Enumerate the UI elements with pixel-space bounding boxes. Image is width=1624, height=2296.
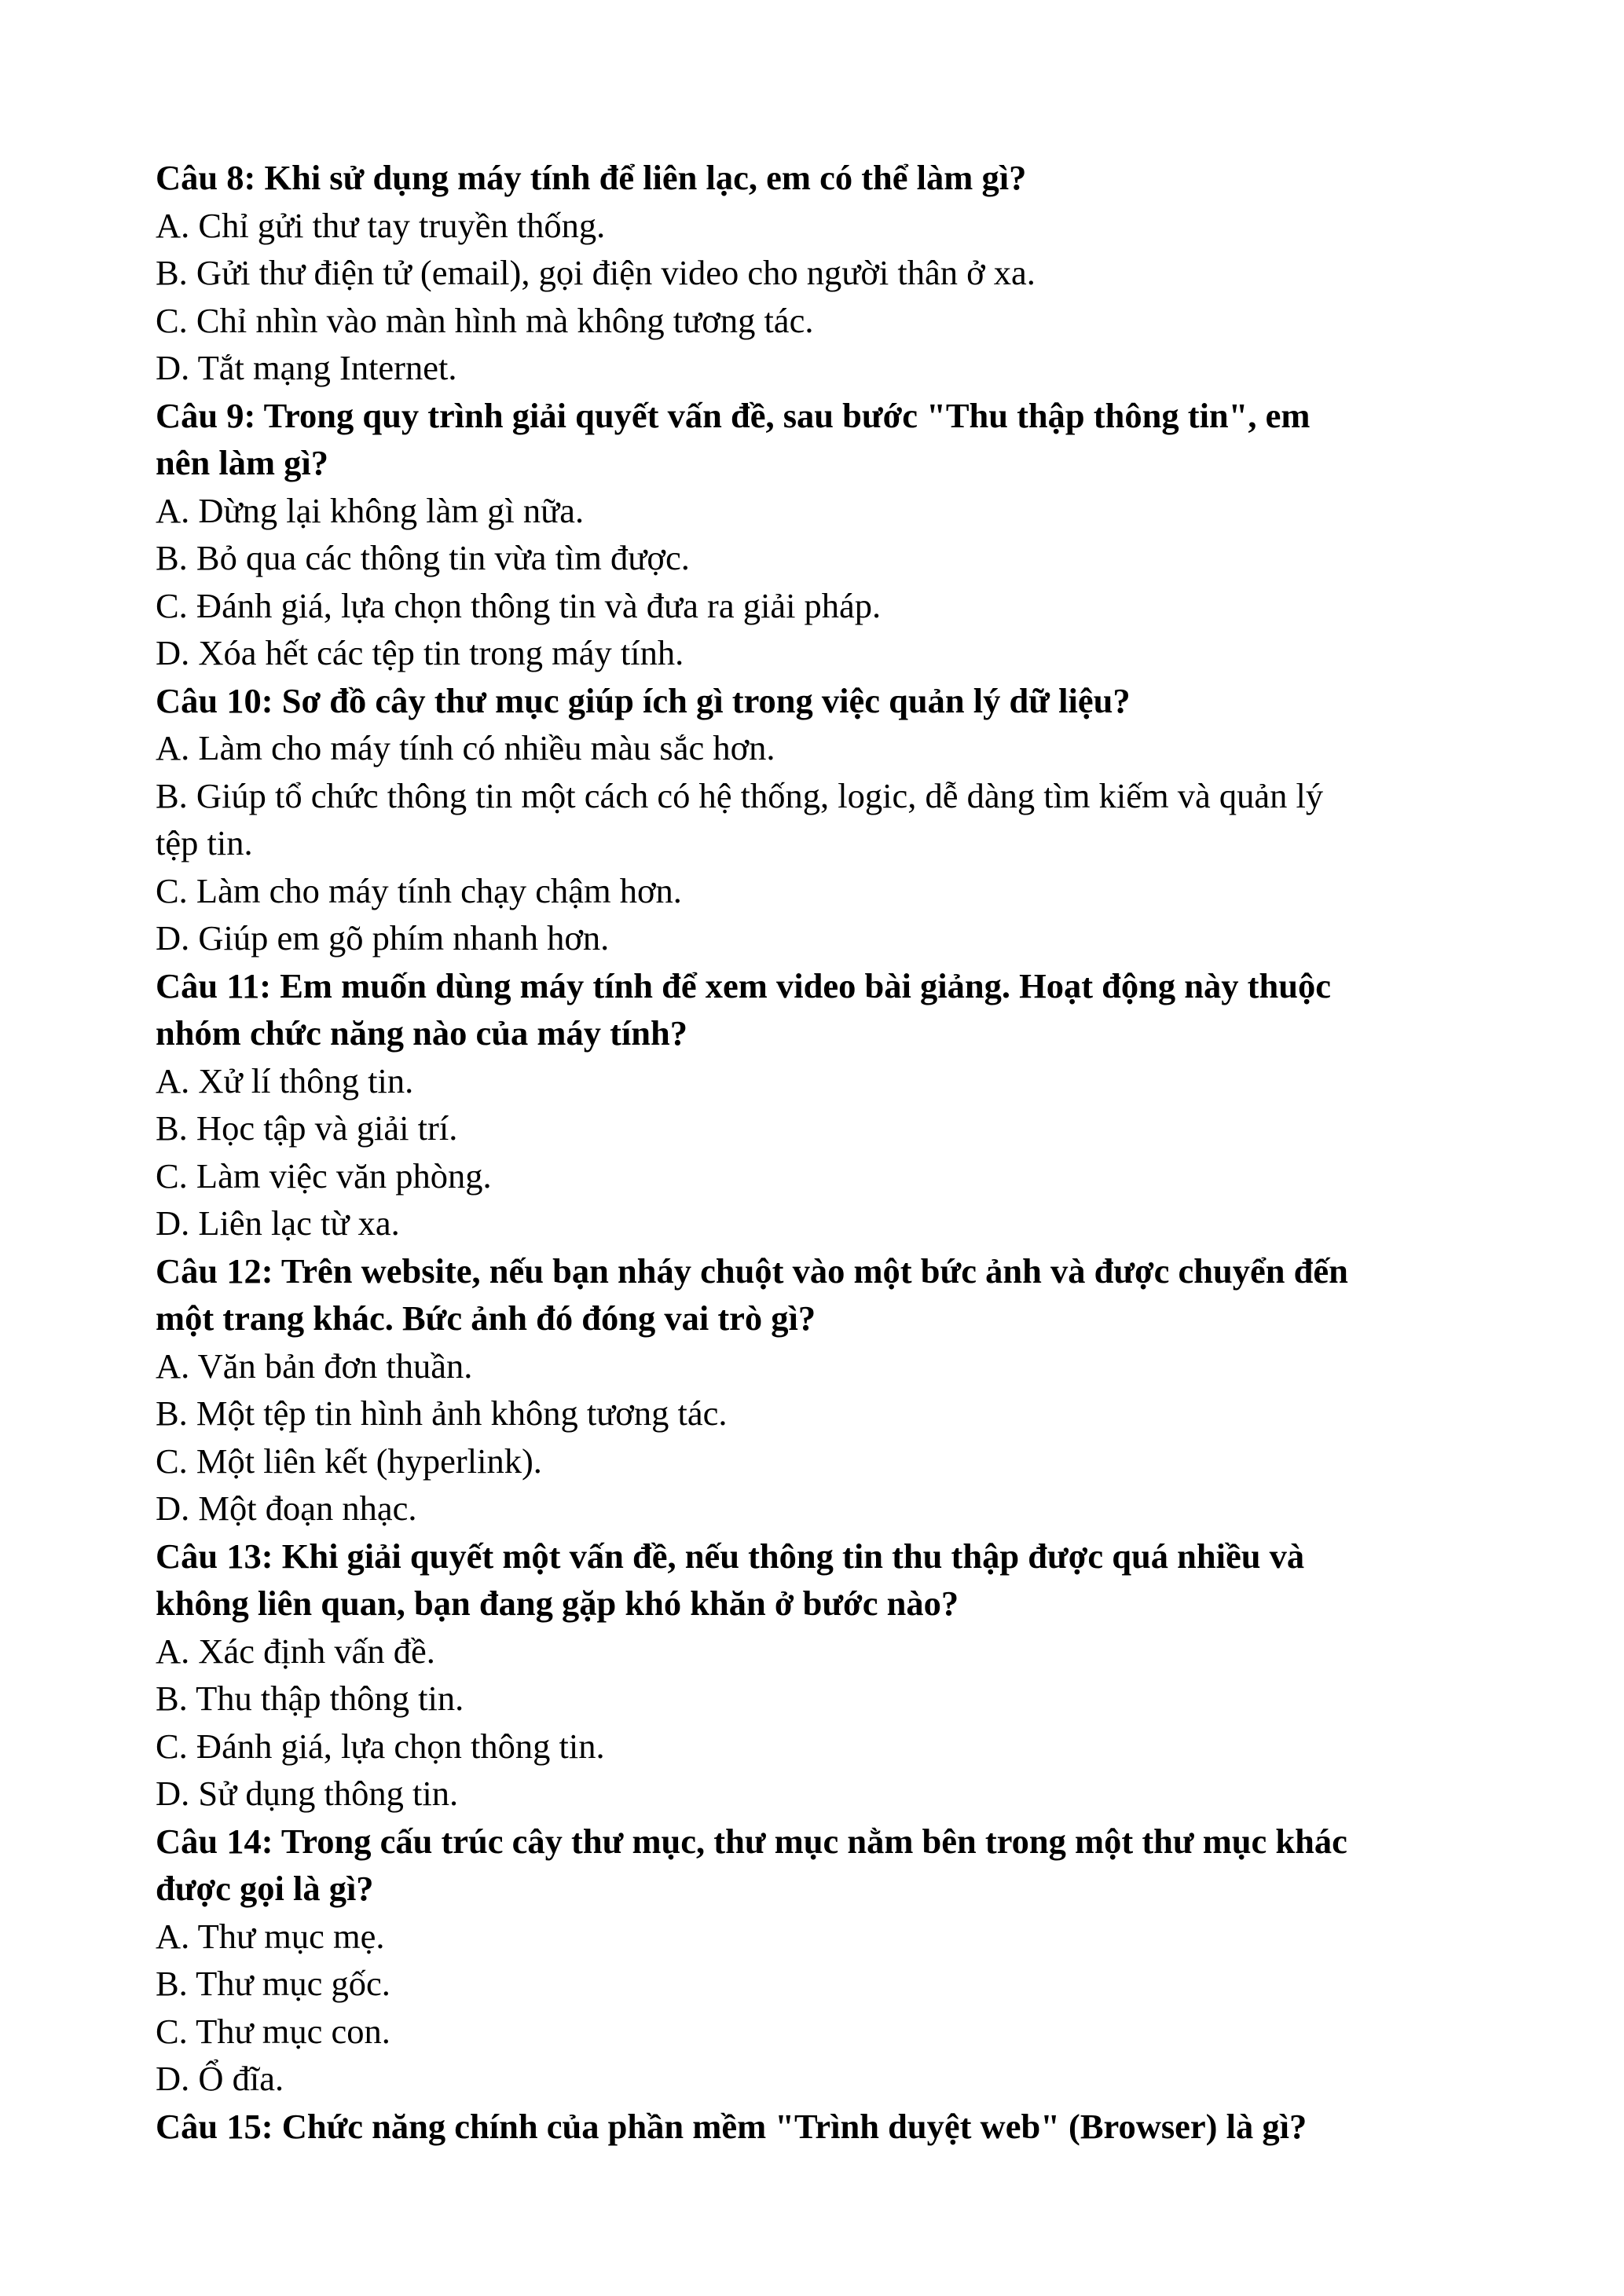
question-text-continued: một trang khác. Bức ảnh đó đóng vai trò gì?: [156, 1298, 816, 1338]
question-block: [156, 2103, 1491, 2151]
answer-option-b: B. Thư mục gốc.: [156, 1964, 390, 2003]
question-block: [156, 677, 1491, 962]
question-block: [156, 1247, 1491, 1532]
answer-option-c: C. Làm cho máy tính chạy chậm hơn.: [156, 870, 682, 910]
question-text-continued: nên làm gì?: [156, 443, 329, 482]
answer-option-d: D. Xóa hết các tệp tin trong máy tính.: [156, 633, 684, 672]
question-text-continued: được gọi là gì?: [156, 1869, 374, 1908]
answer-option-a: A. Làm cho máy tính có nhiều màu sắc hơn.: [156, 728, 775, 767]
question-block: [156, 154, 1491, 392]
answer-option-a: A. Văn bản đơn thuần.: [156, 1346, 473, 1386]
answer-option-a: A. Thư mục mẹ.: [156, 1916, 385, 1956]
question-text: Câu 13: Khi giải quyết một vấn đề, nếu thông tin thu thập được quá nhiều và: [156, 1536, 1305, 1576]
answer-option-c: C. Một liên kết (hyperlink).: [156, 1441, 542, 1481]
answer-option-a: A. Chỉ gửi thư tay truyền thống.: [156, 205, 606, 245]
answer-option-b: B. Bỏ qua các thông tin vừa tìm được.: [156, 538, 690, 577]
question-text: Câu 9: Trong quy trình giải quyết vấn đề, sau bước "Thu thập thông tin", em: [156, 395, 1311, 435]
answer-option-d: D. Một đoạn nhạc.: [156, 1489, 417, 1528]
document-page: [156, 154, 1491, 2150]
answer-option-c: C. Chỉ nhìn vào màn hình mà không tương tác.: [156, 300, 814, 340]
answer-option-d: D. Tắt mạng Internet.: [156, 348, 457, 387]
question-text: Câu 14: Trong cấu trúc cây thư mục, thư mục nằm bên trong một thư mục khác: [156, 1821, 1347, 1861]
question-block: [156, 392, 1491, 677]
answer-option-b: B. Một tệp tin hình ảnh không tương tác.: [156, 1393, 728, 1433]
answer-option-c: C. Đánh giá, lựa chọn thông tin.: [156, 1726, 605, 1766]
answer-option-d: D. Ổ đĩa.: [156, 2059, 284, 2098]
answer-option-c: C. Làm việc văn phòng.: [156, 1155, 492, 1196]
question-text: Câu 15: Chức năng chính của phần mềm "Trình duyệt web" (Browser) là gì?: [156, 2106, 1307, 2146]
answer-option-a: A. Xác định vấn đề.: [156, 1631, 435, 1671]
question-text: Câu 12: Trên website, nếu bạn nháy chuột vào một bức ảnh và được chuyển đến: [156, 1251, 1348, 1291]
question-text: Câu 8: Khi sử dụng máy tính để liên lạc, em có thể làm gì?: [156, 158, 1027, 197]
answer-option-b-continued: tệp tin.: [156, 823, 253, 862]
question-text-continued: không liên quan, bạn đang gặp khó khăn ở bước nào?: [156, 1584, 959, 1623]
answer-option-d: D. Sử dụng thông tin.: [156, 1774, 459, 1813]
answer-option-a: A. Dừng lại không làm gì nữa.: [156, 490, 585, 530]
question-text-continued: nhóm chức năng nào của máy tính?: [156, 1013, 688, 1053]
answer-option-b: B. Gửi thư điện tử (email), gọi điện video cho người thân ở xa.: [156, 253, 1036, 292]
answer-option-d: D. Giúp em gõ phím nhanh hơn.: [156, 918, 610, 958]
answer-option-a: A. Xử lí thông tin.: [156, 1060, 414, 1100]
answer-option-c: C. Đánh giá, lựa chọn thông tin và đưa ra giải pháp.: [156, 585, 882, 625]
answer-option-b: B. Giúp tổ chức thông tin một cách có hệ thống, logic, dễ dàng tìm kiếm và quản lý: [156, 775, 1324, 815]
answer-option-d: D. Liên lạc từ xa.: [156, 1203, 400, 1243]
question-block: [156, 1532, 1491, 1818]
answer-option-b: B. Thu thập thông tin.: [156, 1679, 464, 1718]
answer-option-b: B. Học tập và giải trí.: [156, 1108, 458, 1148]
question-block: [156, 962, 1491, 1247]
question-block: [156, 1818, 1491, 2103]
question-text: Câu 11: Em muốn dùng máy tính để xem video bài giảng. Hoạt động này thuộc: [156, 965, 1331, 1005]
answer-option-c: C. Thư mục con.: [156, 2011, 390, 2051]
question-text: Câu 10: Sơ đồ cây thư mục giúp ích gì trong việc quản lý dữ liệu?: [156, 680, 1131, 720]
